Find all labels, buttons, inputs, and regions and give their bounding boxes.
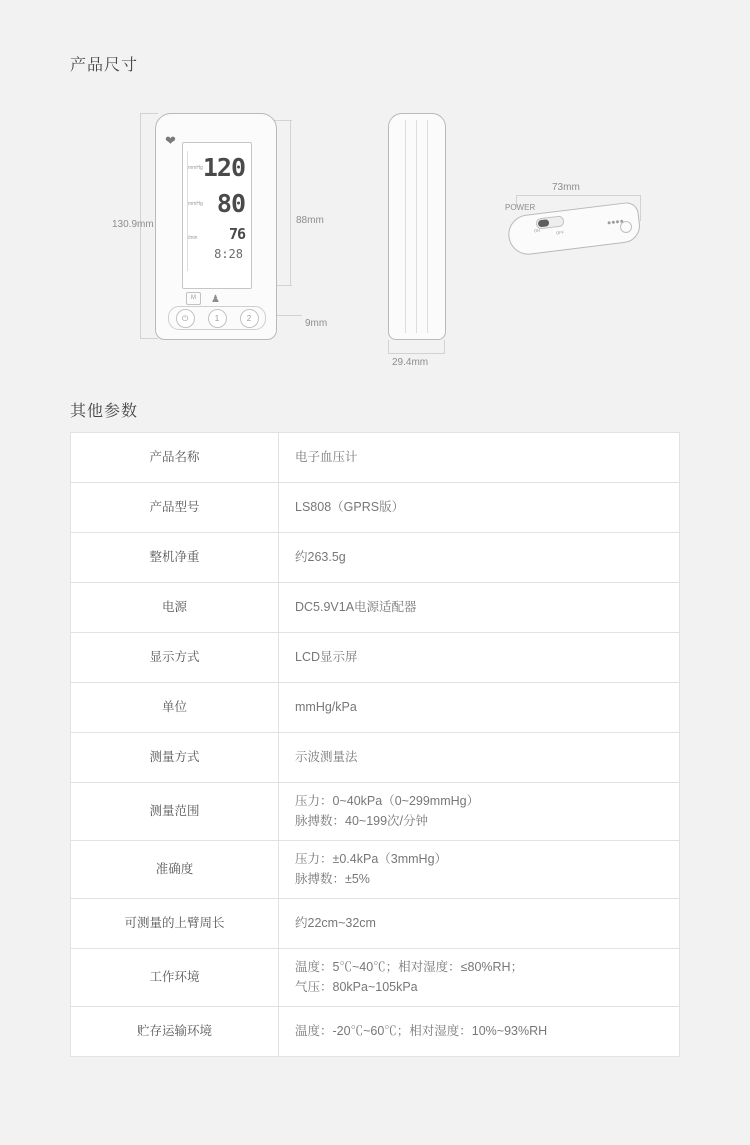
spec-key: 可测量的上臂周长 bbox=[71, 899, 279, 949]
heart-icon: ❤ bbox=[165, 133, 176, 148]
side-line-right bbox=[427, 120, 428, 333]
spec-value: DC5.9V1A电源适配器 bbox=[279, 583, 680, 633]
lcd-pulse-value: 76 bbox=[228, 225, 245, 243]
table-row bbox=[71, 949, 680, 1007]
page-title-params: 其他参数 bbox=[70, 403, 139, 420]
pump-note-label: POWER bbox=[505, 203, 536, 212]
guide-pump-right bbox=[640, 195, 641, 221]
spec-value: 电子血压计 bbox=[279, 433, 680, 483]
spec-key: 工作环境 bbox=[71, 949, 279, 1007]
user-icon: ♟ bbox=[211, 294, 220, 305]
table-row bbox=[71, 899, 680, 949]
lcd-unit-sys: mmHg bbox=[188, 165, 203, 171]
lcd-diastolic-value: 80 bbox=[216, 189, 245, 218]
power-button[interactable]: ⏻ bbox=[176, 309, 195, 328]
spec-value: 约22cm~32cm bbox=[279, 899, 680, 949]
dim-pump-width-label: 73mm bbox=[552, 182, 580, 193]
spec-key: 单位 bbox=[71, 683, 279, 733]
spec-key: 产品型号 bbox=[71, 483, 279, 533]
table-row bbox=[71, 583, 680, 633]
spec-value: LS808（GPRS版） bbox=[279, 483, 680, 533]
lcd-time-value: 8:28 bbox=[214, 247, 243, 261]
guide-depth-r bbox=[444, 340, 445, 354]
spec-table-body bbox=[71, 433, 680, 1057]
spec-value: 温度：5℃~40℃；相对湿度：≤80%RH； 气压：80kPa~105kPa bbox=[279, 949, 680, 1007]
table-row bbox=[71, 633, 680, 683]
spec-value: 压力：0~40kPa（0~299mmHg） 脉搏数：40~199次/分钟 bbox=[279, 783, 680, 841]
spec-key: 整机净重 bbox=[71, 533, 279, 583]
lcd-systolic-value: 120 bbox=[202, 153, 245, 182]
table-row bbox=[71, 841, 680, 899]
device-front-view bbox=[155, 113, 277, 340]
guide-left-top bbox=[140, 113, 158, 114]
lcd-unit-pulse: /min bbox=[188, 235, 198, 241]
spec-key: 测量方式 bbox=[71, 733, 279, 783]
spec-value: mmHg/kPa bbox=[279, 683, 680, 733]
spec-value: 压力：±0.4kPa（3mmHg） 脉搏数：±5% bbox=[279, 841, 680, 899]
user2-button[interactable]: 2 bbox=[240, 309, 259, 328]
dim-depth-label: 29.4mm bbox=[392, 357, 429, 368]
table-row bbox=[71, 433, 680, 483]
lcd-unit-dia: mmHg bbox=[188, 201, 203, 207]
spec-key: 产品名称 bbox=[71, 433, 279, 483]
table-row bbox=[71, 783, 680, 841]
spec-value: LCD显示屏 bbox=[279, 633, 680, 683]
table-row bbox=[71, 1007, 680, 1057]
dim-screen-offset-label: 9mm bbox=[305, 318, 328, 329]
switch-off-label: OFF bbox=[555, 229, 565, 236]
dim-height-label: 130.9mm bbox=[112, 219, 154, 230]
guide-screen-vertical bbox=[290, 120, 291, 285]
spec-key: 贮存运输环境 bbox=[71, 1007, 279, 1057]
spec-key: 测量范围 bbox=[71, 783, 279, 841]
side-line-mid bbox=[416, 120, 417, 333]
spec-key: 显示方式 bbox=[71, 633, 279, 683]
page-title-size: 产品尺寸 bbox=[70, 57, 139, 74]
spec-table bbox=[70, 432, 680, 1057]
device-pump-view bbox=[508, 195, 638, 255]
spec-value: 约263.5g bbox=[279, 533, 680, 583]
spec-key: 电源 bbox=[71, 583, 279, 633]
guide-depth-l bbox=[388, 340, 389, 354]
user1-button[interactable]: 1 bbox=[208, 309, 227, 328]
table-row bbox=[71, 533, 680, 583]
dim-screen-height-label: 88mm bbox=[296, 215, 324, 226]
memory-icon: M bbox=[186, 292, 201, 305]
table-row bbox=[71, 483, 680, 533]
device-side-view bbox=[388, 113, 446, 340]
spec-value: 示波测量法 bbox=[279, 733, 680, 783]
guide-depth bbox=[388, 353, 444, 354]
switch-on-label: ON bbox=[533, 227, 541, 234]
spec-value: 温度：-20℃~60℃；相对湿度：10%~93%RH bbox=[279, 1007, 680, 1057]
guide-left-bottom bbox=[140, 338, 158, 339]
lcd-screen bbox=[182, 142, 252, 289]
table-row bbox=[71, 733, 680, 783]
spec-key: 准确度 bbox=[71, 841, 279, 899]
table-row bbox=[71, 683, 680, 733]
button-row bbox=[168, 306, 266, 330]
led-indicator-icon: ●●●● bbox=[606, 217, 625, 228]
pump-port-icon bbox=[620, 221, 632, 233]
side-line-left bbox=[405, 120, 406, 333]
product-dimension-diagram bbox=[0, 85, 750, 375]
